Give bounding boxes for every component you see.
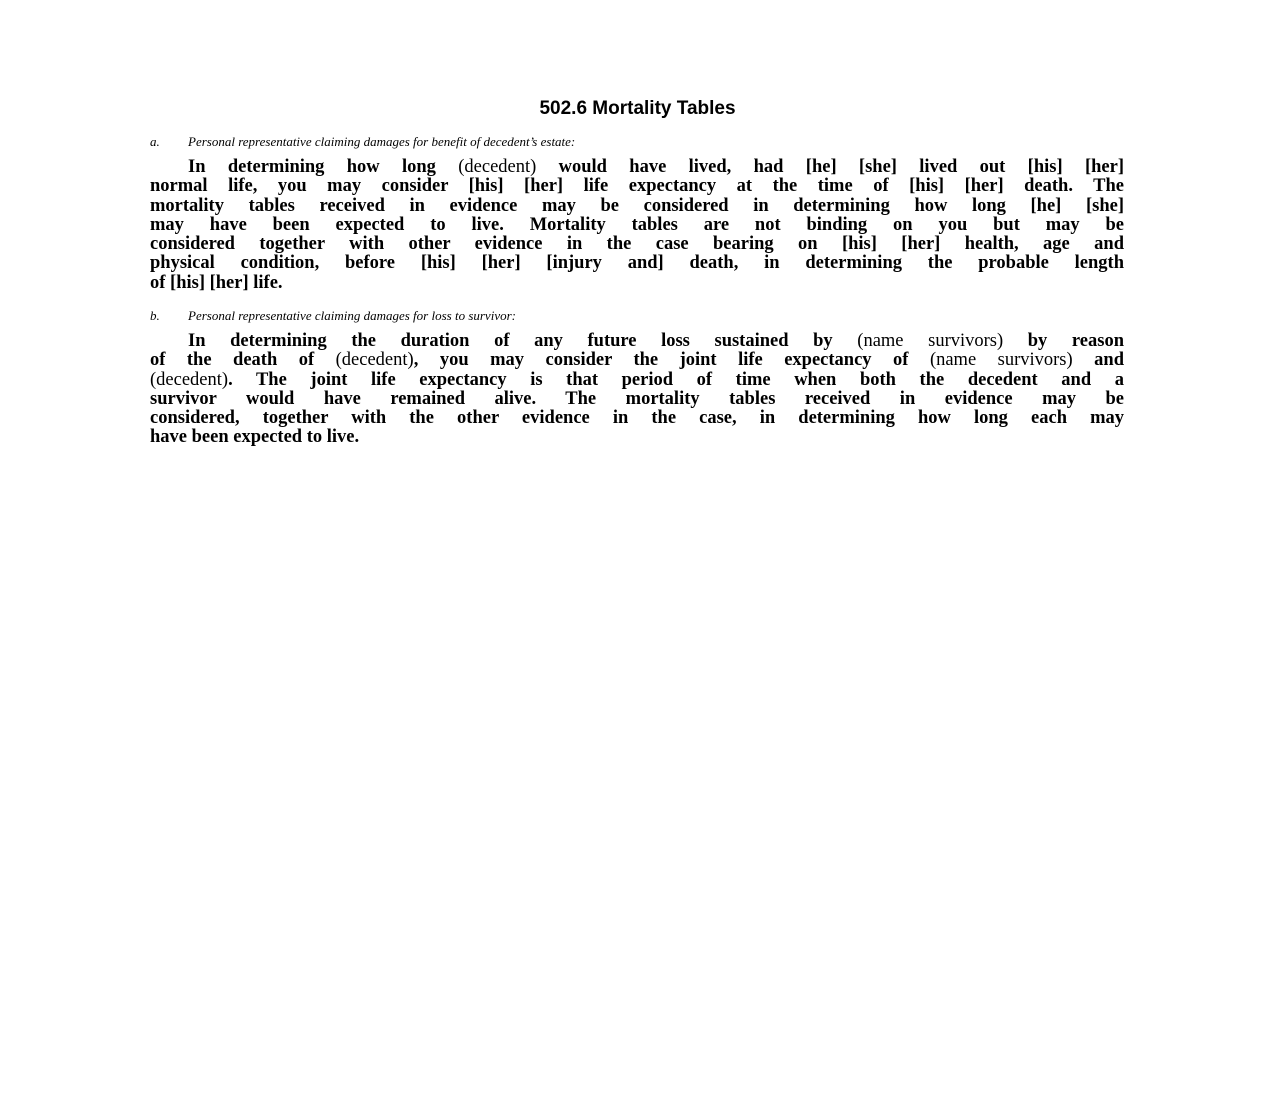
section-letter: a. (150, 134, 160, 149)
body-text: of the death of (150, 350, 336, 371)
body-text: mortality tables received in evidence may be considered in determining how long [he] [she] (150, 195, 1124, 216)
placeholder-text: (name survivors) (857, 331, 1004, 351)
text-line (150, 177, 1124, 196)
body-text: have been expected to live. (150, 427, 360, 448)
body-text: normal life, you may consider [his] [her] life expectancy at the time of [his] [her] death. The (150, 176, 1124, 197)
section-heading-text: Personal representative claiming damages for benefit of decedent’s estate: (188, 134, 576, 149)
body-text: In determining how long (188, 157, 459, 177)
text-line (150, 216, 1124, 235)
text-line (150, 390, 1124, 409)
section-a-heading (150, 134, 575, 150)
section-b-heading (150, 308, 516, 324)
section-letter: b. (150, 308, 160, 323)
placeholder-text: (decedent) (335, 350, 414, 371)
text-line (150, 428, 1124, 447)
text-line (150, 254, 1124, 273)
body-text: of [his] [her] life. (150, 272, 283, 293)
section-a-paragraph (150, 158, 1124, 293)
text-line (150, 332, 1124, 351)
body-text: survivor would have remained alive. The mortality tables received in evidence may be (150, 388, 1124, 409)
body-text: and (1072, 350, 1124, 371)
placeholder-text: (name survivors) (929, 350, 1073, 371)
body-text: considered, together with the other evidence in the case, in determining how long each may (150, 408, 1124, 429)
body-text: would have lived, had [he] [she] lived out [his] [her] (536, 157, 1124, 177)
text-line (150, 235, 1124, 254)
text-line (150, 371, 1124, 390)
placeholder-text: (decedent) (150, 369, 229, 390)
section-heading-text: Personal representative claiming damages for loss to survivor: (188, 308, 516, 323)
body-text: In determining the duration of any future loss sustained by (188, 331, 858, 351)
body-text: considered together with other evidence in the case bearing on [his] [her] health, age and (150, 234, 1124, 255)
page-title: 502.6 Mortality Tables (539, 98, 736, 119)
body-text: by reason (1003, 331, 1124, 351)
body-text: . The joint life expectancy is that period of time when both the decedent and a (228, 369, 1124, 390)
text-line (150, 197, 1124, 216)
text-line (150, 274, 1124, 293)
body-text: may have been expected to live. Mortality tables are not binding on you but may be (150, 214, 1124, 235)
text-line (150, 409, 1124, 428)
placeholder-text: (decedent) (458, 157, 537, 177)
text-line (150, 158, 1124, 177)
text-line (150, 351, 1124, 370)
body-text: physical condition, before [his] [her] [injury and] death, in determining the probable length (150, 253, 1124, 274)
section-b-paragraph (150, 332, 1124, 448)
body-text: , you may consider the joint life expectancy of (413, 350, 930, 371)
